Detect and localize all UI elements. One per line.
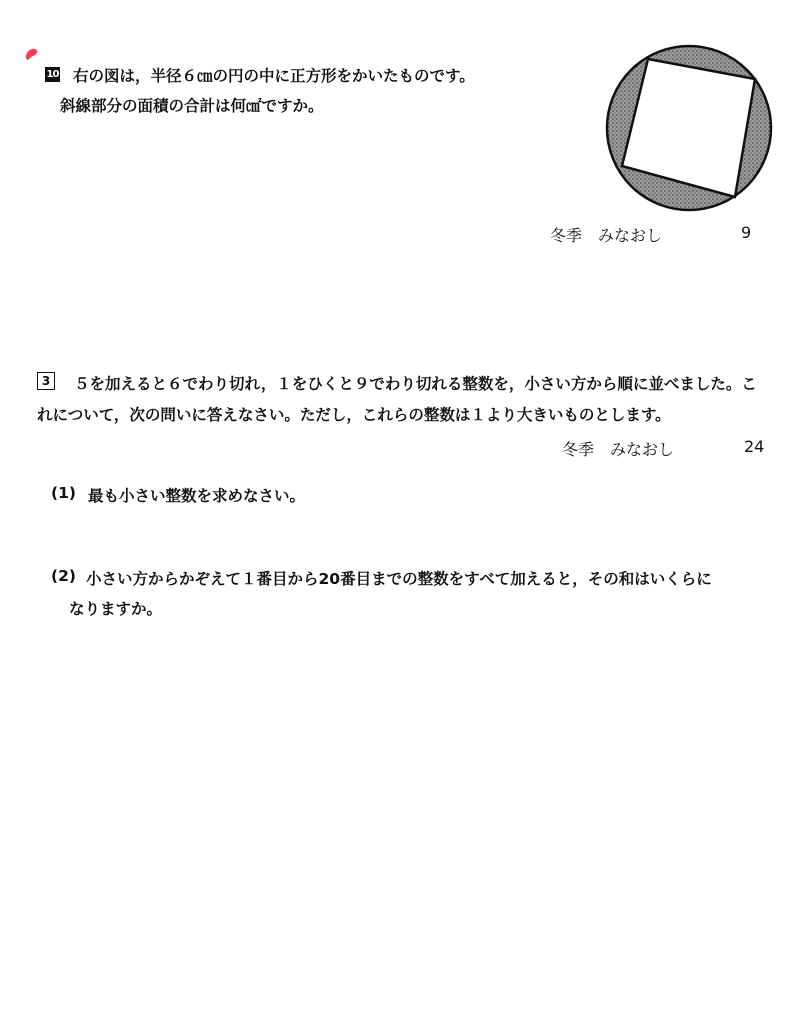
subquestion-1-number: (1) — [51, 484, 76, 502]
circle-square-figure — [604, 42, 774, 214]
question-10-number: 10 — [46, 69, 59, 80]
question-10-text-line2: 斜線部分の面積の合計は何㎠ですか。 — [60, 97, 324, 115]
question-3-body: ５を加えると６でわり切れ，１をひくと９でわり切れる整数を，小さい方から順に並べました。これについて，次の問いに答えなさい。ただし，これらの整数は１より大きいものとします。 — [37, 375, 757, 424]
subquestion-2-text-continuation: なりますか。 — [69, 600, 163, 618]
source-label: 冬季 みなおし — [562, 440, 675, 459]
subquestion-1-text: 最も小さい整数を求めなさい。 — [88, 487, 306, 505]
source-label: 冬季 みなおし — [550, 226, 663, 245]
subquestion-2-text: 小さい方からかぞえて１番目から20番目までの整数をすべて加えると，その和はいくらに — [86, 570, 712, 588]
source-page-number: 24 — [744, 437, 765, 456]
red-annotation-mark — [22, 44, 42, 64]
subquestion-2-number: (2) — [51, 567, 76, 585]
source-page-number: 9 — [741, 223, 752, 242]
question-3-number: 3 — [37, 372, 55, 390]
question-10-text-line1: 右の図は，半径６㎝の円の中に正方形をかいたものです。 — [73, 67, 475, 85]
